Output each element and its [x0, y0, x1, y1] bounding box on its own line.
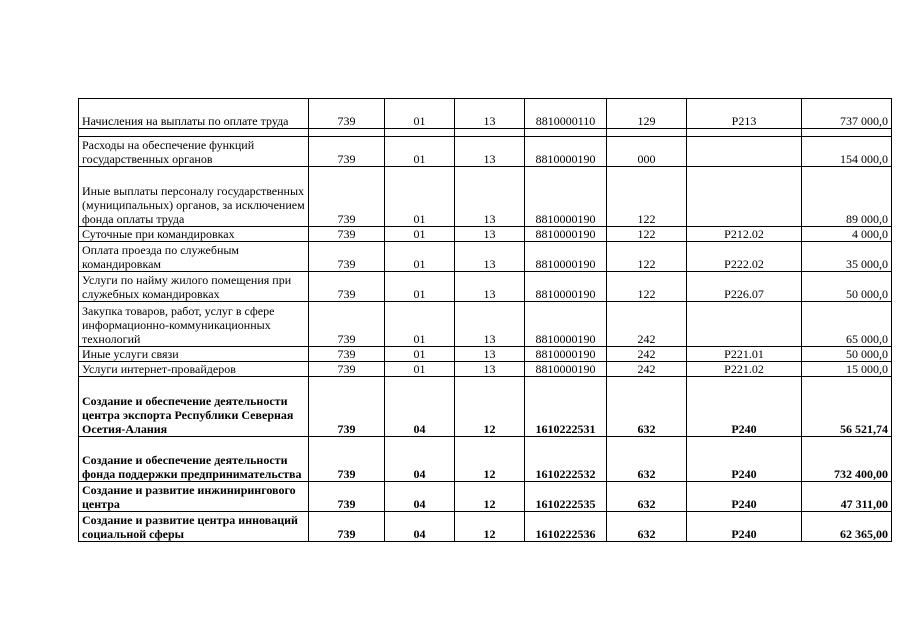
cell-section: 01: [385, 302, 455, 347]
table-row: [79, 302, 892, 347]
cell-subsection: 13: [455, 272, 525, 302]
cell-target-code: [525, 129, 607, 137]
cell-subsection: 13: [455, 347, 525, 362]
cell-name: Иные выплаты персоналу государственных (муниципальных) органов, за исключением фонда оплаты труда: [79, 167, 309, 227]
cell-ministry: 739: [309, 482, 385, 512]
cell-name: Закупка товаров, работ, услуг в сфере информационно-коммуникационных технологий: [79, 302, 309, 347]
cell-subsection: 12: [455, 377, 525, 437]
cell-subsection: 13: [455, 137, 525, 167]
cell-expense-type: 632: [607, 512, 687, 542]
cell-ministry: 739: [309, 99, 385, 129]
cell-target-code: 8810000190: [525, 137, 607, 167]
cell-section: 01: [385, 347, 455, 362]
cell-name: Создание и обеспечение деятельности центра экспорта Республики Северная Осетия-Алания: [79, 377, 309, 437]
cell-ministry: 739: [309, 227, 385, 242]
cell-kosgu: [687, 129, 802, 137]
cell-kosgu: Р240: [687, 437, 802, 482]
cell-subsection: 12: [455, 512, 525, 542]
cell-subsection: 13: [455, 362, 525, 377]
cell-amount: 154 000,0: [802, 137, 892, 167]
cell-section: 01: [385, 362, 455, 377]
cell-amount: 737 000,0: [802, 99, 892, 129]
cell-section: 04: [385, 512, 455, 542]
cell-kosgu: Р222.02: [687, 242, 802, 272]
cell-ministry: 739: [309, 512, 385, 542]
cell-target-code: 8810000190: [525, 347, 607, 362]
table-row: [79, 227, 892, 242]
cell-expense-type: 122: [607, 167, 687, 227]
cell-target-code: 1610222532: [525, 437, 607, 482]
cell-amount: 47 311,00: [802, 482, 892, 512]
table-row: [79, 99, 892, 129]
cell-kosgu: Р221.01: [687, 347, 802, 362]
cell-ministry: 739: [309, 242, 385, 272]
cell-target-code: 8810000190: [525, 242, 607, 272]
cell-kosgu: [687, 167, 802, 227]
cell-amount: 50 000,0: [802, 347, 892, 362]
cell-target-code: 8810000190: [525, 362, 607, 377]
cell-amount: 56 521,74: [802, 377, 892, 437]
budget-table: [78, 98, 892, 542]
cell-subsection: 13: [455, 227, 525, 242]
cell-expense-type: 632: [607, 377, 687, 437]
cell-amount: 35 000,0: [802, 242, 892, 272]
cell-section: 04: [385, 437, 455, 482]
cell-expense-type: [607, 129, 687, 137]
cell-section: 01: [385, 227, 455, 242]
cell-section: 01: [385, 167, 455, 227]
table-row: [79, 167, 892, 227]
table-row: [79, 512, 892, 542]
cell-kosgu: Р213: [687, 99, 802, 129]
cell-subsection: 13: [455, 167, 525, 227]
cell-name: Иные услуги связи: [79, 347, 309, 362]
cell-expense-type: 122: [607, 272, 687, 302]
cell-ministry: 739: [309, 347, 385, 362]
cell-section: 01: [385, 272, 455, 302]
cell-ministry: 739: [309, 137, 385, 167]
cell-name: Оплата проезда по служебным командировкам: [79, 242, 309, 272]
table-row: [79, 362, 892, 377]
cell-name: Расходы на обеспечение функций государственных органов: [79, 137, 309, 167]
cell-target-code: 1610222535: [525, 482, 607, 512]
cell-subsection: 13: [455, 302, 525, 347]
table-row: [79, 242, 892, 272]
cell-kosgu: Р240: [687, 377, 802, 437]
cell-name: Начисления на выплаты по оплате труда: [79, 99, 309, 129]
cell-section: 01: [385, 137, 455, 167]
cell-kosgu: [687, 137, 802, 167]
cell-ministry: [309, 129, 385, 137]
cell-target-code: 8810000190: [525, 227, 607, 242]
cell-subsection: 12: [455, 482, 525, 512]
cell-ministry: 739: [309, 272, 385, 302]
cell-ministry: 739: [309, 377, 385, 437]
cell-ministry: 739: [309, 362, 385, 377]
cell-section: 01: [385, 242, 455, 272]
table-row: [79, 437, 892, 482]
table-row: [79, 129, 892, 137]
cell-name: Суточные при командировках: [79, 227, 309, 242]
cell-amount: 15 000,0: [802, 362, 892, 377]
table-row: [79, 377, 892, 437]
cell-amount: 732 400,00: [802, 437, 892, 482]
cell-expense-type: 242: [607, 347, 687, 362]
cell-amount: 50 000,0: [802, 272, 892, 302]
cell-subsection: 13: [455, 242, 525, 272]
cell-ministry: 739: [309, 302, 385, 347]
cell-kosgu: [687, 302, 802, 347]
cell-ministry: 739: [309, 437, 385, 482]
cell-target-code: 8810000190: [525, 167, 607, 227]
cell-section: 04: [385, 377, 455, 437]
cell-name: Услуги интернет-провайдеров: [79, 362, 309, 377]
cell-section: [385, 129, 455, 137]
table-row: [79, 137, 892, 167]
cell-kosgu: Р240: [687, 482, 802, 512]
cell-subsection: 13: [455, 99, 525, 129]
cell-section: 04: [385, 482, 455, 512]
cell-name: Создание и развитие центра инноваций социальной сферы: [79, 512, 309, 542]
cell-ministry: 739: [309, 167, 385, 227]
cell-name: Услуги по найму жилого помещения при служебных командировках: [79, 272, 309, 302]
cell-kosgu: Р226.07: [687, 272, 802, 302]
table-row: [79, 272, 892, 302]
cell-expense-type: 632: [607, 437, 687, 482]
cell-kosgu: Р212.02: [687, 227, 802, 242]
cell-section: 01: [385, 99, 455, 129]
cell-target-code: 8810000190: [525, 272, 607, 302]
cell-expense-type: 000: [607, 137, 687, 167]
cell-target-code: 1610222531: [525, 377, 607, 437]
cell-amount: 4 000,0: [802, 227, 892, 242]
cell-name: [79, 129, 309, 137]
cell-name: Создание и развитие инжинирингового центра: [79, 482, 309, 512]
cell-target-code: 1610222536: [525, 512, 607, 542]
cell-amount: 62 365,00: [802, 512, 892, 542]
cell-expense-type: 122: [607, 227, 687, 242]
cell-kosgu: Р221.02: [687, 362, 802, 377]
cell-amount: 65 000,0: [802, 302, 892, 347]
cell-target-code: 8810000110: [525, 99, 607, 129]
cell-expense-type: 242: [607, 362, 687, 377]
cell-amount: [802, 129, 892, 137]
cell-subsection: 12: [455, 437, 525, 482]
cell-expense-type: 632: [607, 482, 687, 512]
cell-amount: 89 000,0: [802, 167, 892, 227]
cell-name: Создание и обеспечение деятельности фонда поддержки предпринимательства: [79, 437, 309, 482]
cell-kosgu: Р240: [687, 512, 802, 542]
table-row: [79, 482, 892, 512]
cell-target-code: 8810000190: [525, 302, 607, 347]
table-row: [79, 347, 892, 362]
cell-expense-type: 122: [607, 242, 687, 272]
cell-expense-type: 242: [607, 302, 687, 347]
cell-subsection: [455, 129, 525, 137]
cell-expense-type: 129: [607, 99, 687, 129]
